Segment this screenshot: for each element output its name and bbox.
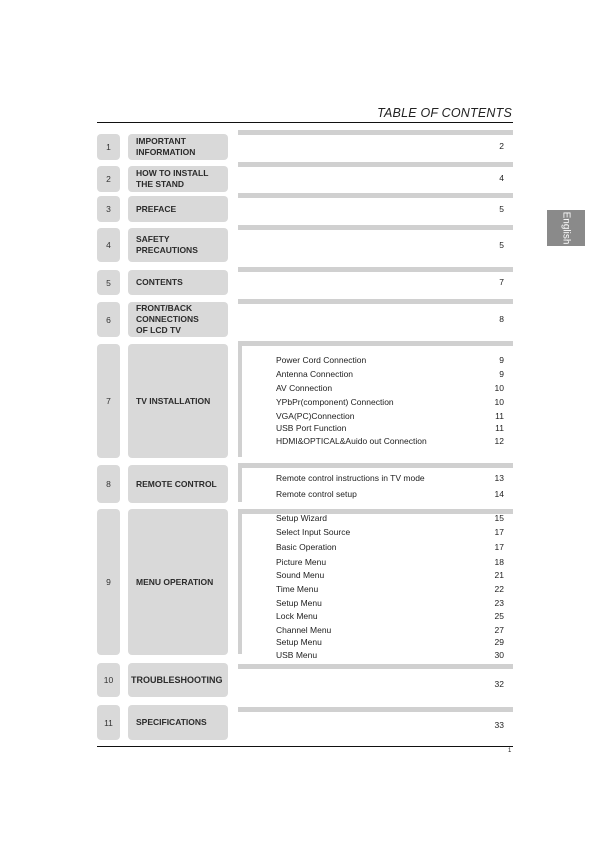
section-number: 2 [97,166,120,192]
section-number: 1 [97,134,120,160]
section-number: 7 [97,344,120,458]
section-page-number: 2 [499,141,504,151]
language-tab [547,210,585,246]
toc-entry-page: 25 [494,611,504,621]
section-title-box [128,166,228,192]
content-bar [238,341,513,346]
section-title: SAFETY PRECAUTIONS [136,234,198,255]
section-title-box [128,134,228,160]
toc-entry-page: 13 [494,473,504,483]
section-page-number: 33 [494,720,504,730]
toc-entry-page: 10 [494,397,504,407]
toc-entry-title: Setup Menu [276,637,322,647]
content-bar [238,193,513,198]
content-bar [238,664,513,669]
toc-entry-title: AV Connection [276,383,333,393]
section-title: CONTENTS [136,277,183,287]
section-title: IMPORTANT INFORMATION [136,136,196,157]
toc-entry-page: 30 [494,650,504,660]
section-page-number: 8 [499,314,504,324]
section-title-box [128,302,228,337]
toc-entry-title: Channel Menu [276,625,332,635]
toc-entry-title: Sound Menu [276,570,325,580]
section-title: PREFACE [136,203,177,214]
title-divider [97,122,513,123]
page-title: TABLE OF CONTENTS [377,106,512,120]
section-title-box [128,344,228,458]
toc-entry-page: 29 [494,637,504,647]
toc-entry-title: Antenna Connection [276,369,354,379]
toc-entry-title: Setup Wizard [276,513,328,523]
section-title-box [128,465,228,503]
section-title-box [128,270,228,295]
toc-entry-page: 12 [494,436,504,446]
section-title-box [128,196,228,222]
section-number: 10 [97,663,120,697]
language-tab-label: English [560,211,572,245]
toc-entry-page: 11 [495,423,504,433]
toc-entry-title: Remote control setup [276,489,357,499]
toc-entry-page: 14 [494,489,504,499]
toc-entry-title: Picture Menu [276,557,327,567]
section-title: TV INSTALLATION [136,395,211,406]
section-title: SPECIFICATIONS [136,717,207,727]
section-title-box [128,509,228,655]
content-bar [238,130,513,135]
section-title: REMOTE CONTROL [136,478,217,489]
toc-entry-title: Remote control instructions in TV mode [276,473,425,483]
section-number: 8 [97,465,120,503]
toc-entry-title: USB Port Function [276,423,347,433]
toc-entry-page: 27 [494,625,504,635]
section-number: 4 [97,228,120,262]
toc-entry-title: Basic Operation [276,542,337,552]
toc-entry-title: Lock Menu [276,611,318,621]
toc-entry-title: HDMI&OPTICAL&Auido out Connection [276,436,427,446]
section-title-box [128,663,228,697]
toc-entry-title: Power Cord Connection [276,355,367,365]
content-bar [238,299,513,304]
toc-entry-title: USB Menu [276,650,318,660]
content-bar [238,225,513,230]
toc-entry-page: 9 [499,355,504,365]
toc-entry-title: Select Input Source [276,527,351,537]
content-bar [238,267,513,272]
section-number: 3 [97,196,120,222]
section-page-number: 7 [499,277,504,287]
content-side-bar [238,463,242,502]
section-title-box [128,705,228,740]
toc-entry-page: 17 [494,527,504,537]
toc-entry-page: 18 [494,557,504,567]
toc-entry-title: Time Menu [276,584,319,594]
toc-entry-title: VGA(PC)Connection [276,411,355,421]
section-number: 6 [97,302,120,337]
toc-entry-page: 11 [495,411,504,421]
content-bar [238,463,513,468]
content-side-bar [238,341,242,457]
toc-entry-page: 15 [494,513,504,523]
page-number: 1 [508,748,512,754]
content-bar [238,707,513,712]
toc-entry-title: Setup Menu [276,598,322,608]
section-number: 11 [97,705,120,740]
toc-entry-title: YPbPr(component) Connection [276,397,394,407]
toc-entry-page: 10 [494,383,504,393]
section-page-number: 32 [494,679,504,689]
toc-entry-page: 23 [494,598,504,608]
footer-divider [97,746,513,747]
section-title: FRONT/BACK CONNECTIONS OF LCD TV [136,303,199,335]
toc-entry-page: 17 [494,542,504,552]
section-title-box [128,228,228,262]
section-number: 9 [97,509,120,655]
section-title: HOW TO INSTALL THE STAND [136,168,209,189]
section-title: TROUBLESHOOTING [131,674,223,685]
content-bar [238,162,513,167]
section-page-number: 4 [499,173,504,183]
section-page-number: 5 [499,204,504,214]
content-side-bar [238,509,242,654]
section-page-number: 5 [499,240,504,250]
section-title: MENU OPERATION [136,576,214,587]
toc-entry-page: 21 [494,570,504,580]
toc-entry-page: 22 [494,584,504,594]
section-number: 5 [97,270,120,295]
toc-entry-page: 9 [499,369,504,379]
